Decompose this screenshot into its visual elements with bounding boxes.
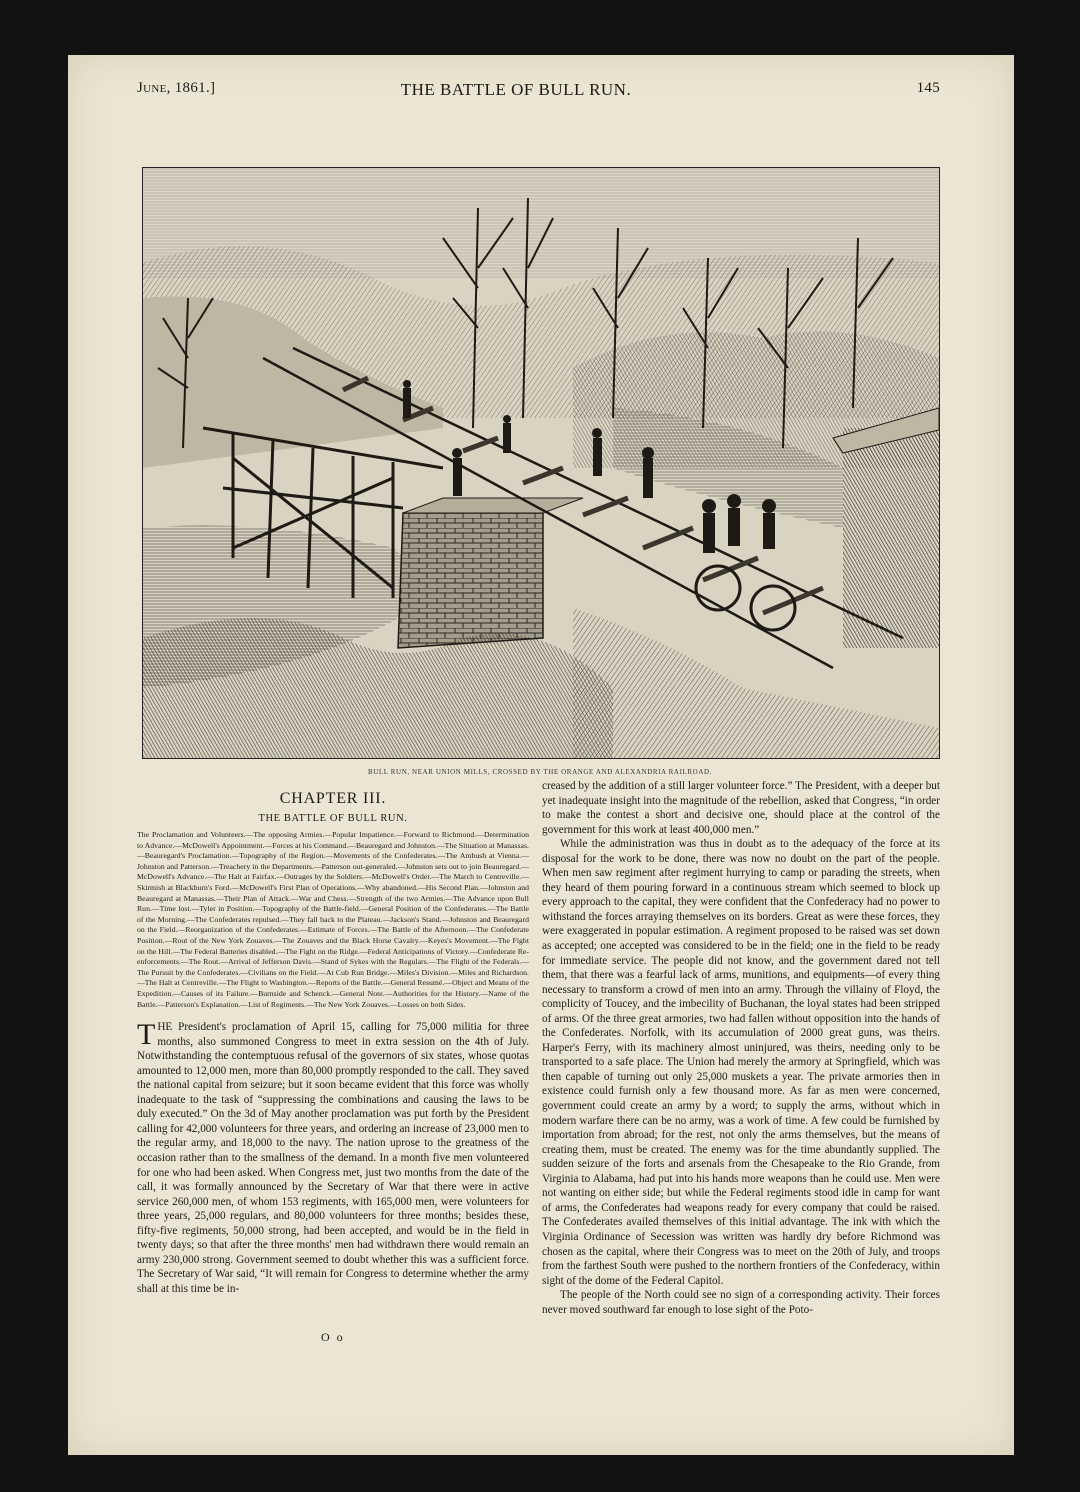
signature-mark: O o bbox=[321, 1330, 345, 1344]
running-head-title: THE BATTLE OF BULL RUN. bbox=[400, 80, 632, 99]
chapter-title: CHAPTER III. bbox=[279, 790, 387, 807]
chapter-subtitle: THE BATTLE OF BULL RUN. bbox=[258, 813, 408, 824]
chapter-summary: The Proclamation and Volunteers.—The opposing Armies.—Popular Impatience.—Forward to Richmond.—Determination to Advance.—McDowell's Appointment.—Forces at his Command.—Beauregard and Johnston.—The Situation at Manassas.—Beauregard's Proclamation.—Topography of the Region.—Movements of the Confederates.—The Ambush at Vienna.—Johnston and Patterson.—Treachery in the Departments.—Patterson out-generaled.—Johnston sets out to join Beauregard.—McDowell's Advance.—The Halt at Fairfax.—Outrages by the Soldiers.—McDowell's Order.—The March to Centreville.—Skirmish at Blackburn's Ford.—McDowell's First Plan of Operations.—Why abandoned.—His Second Plan.—Johnston and Beauregard at Manassas.—Their Plan of Attack.—War and Chess.—Strength of the two Armies.—The Advance upon Bull Run.—Time lost.—Tyler in Position.—Topography of the Battle-field.—General Position of the Confederates.—The Battle of the Morning.—The Confederates repulsed.—They fall back to the Plateau.—Jackson's Stand.—Johnston and Beauregard on the Field.—Reorganization of the Confederates.—Estimate of Forces.—The Battle of the Afternoon.—The Confederate Position.—Rout of the New York Zouaves.—The Zouaves and the Black Horse Cavalry.—Keyes's Movement.—The Fight on the Hill.—The Federal Batteries disabled.—The Fight on the Ridge.—Federal Anticipations of Victory.—Confederate Re-enforcements.—The Rout.—Arrival of Jefferson Davis.—Stand of Sykes with the Regulars.—The Flight of the Federals.—The Pursuit by the Confederates.—Civilians on the Field.—At Cub Run Bridge.—Miles's Division.—Miles and Richardson.—The Halt at Centreville.—The Flight to Washington.—Reports of the Battle.—General Resumé.—Object and Means of the Expedition.—Causes of its Failure.—Burnside and Schenck.—General Note.—Authorities for the History.—Name of the Battle.—Patterson's Explanation.—List of Regiments.—The New York Zouaves.—Losses on both Sides. bbox=[137, 830, 529, 1009]
body-paragraph-right-2: While the administration was thus in doubt as to the adequacy of the force at its disposal for the work to be done, there was now no doubt on the part of the people. When men saw regiment after regiment hurrying to camp or parading the streets, when they heard of them pouring forward in a continuous stream which seemed to block up every approach to the capital, they were confident that the Confederacy had no power to withstand the forces arraying themselves on its borders. Great as were these forces, they were exaggerated in popular estimation. A regiment proposed to be raised was set down as accepted; one accepted was considered to be in the field; one in the field to be ready for immediate service. The people did not know, and the government dared not tell them, that there was a fearful lack of arms, munitions, and equipments—of every thing necessary to transform a crowd of men into an army. Through the villainy of Floyd, the complicity of Toucey, and the imbecility of Buchanan, the loyal states had been stripped of arms. Of the three great armories, two had fallen without opposition into the hands of the Confederates. Norfolk, with its accumulation of 2000 great guns, was theirs. Harper's Ferry, with its machinery almost uninjured, was theirs, needing only to be transported to a safe place. The Union had merely the armory at Springfield, which was then capable of turning out only 25,000 muskets a year. The private armories then in existence could furnish only a few thousand more. As far as men were concerned, government could create an army by a word; to supply the arms, without which in modern warfare there can be no army, was a work of time. A few could be furnished by importation from abroad; for the rest, not only the arms themselves, but the means of creating them, must be created. The enemy was for the time abundantly supplied. The sudden seizure of the forts and arsenals from the Chesapeake to the Rio Grande, from Virginia to Alabama, had put into his hands more weapons than he could use. Men were not wanting on either side; but while the Federal regiments stood idle in camp for want of arms, the Confederates had weapons ready for every company that could be raised. The Confederates availed themselves of this initial advantage. The ink with which the Virginia Ordinance of Secession was written was hardly dry before Richmond was chosen as the capital, where their Congress was to meet on the 20th of July, and troops from the farthest South were pushed to the northern frontiers of the Confederacy, within sight of the dome of the Federal Capitol. bbox=[542, 838, 940, 1287]
engraving-illustration bbox=[142, 167, 940, 759]
body-paragraph-right-3: The people of the North could see no sign of a corresponding activity. Their forces never moved southward far enough to lose sight of the Poto- bbox=[542, 1289, 940, 1316]
body-paragraph-right-1: creased by the addition of a still larger volunteer force.” The President, with a deeper but yet inadequate insight into the magnitude of the rebellion, asked that Congress, “in order to make the contest a short and decisive one, should place at the control of the government for this work at least 400,000 men.” bbox=[542, 780, 940, 836]
body-paragraph-left: HE President's proclamation of April 15, calling for 75,000 militia for three months, also summoned Congress to meet in extra session on the 4th of July. Notwithstanding the contemptuous refusal of the governors of six states, whose quotas amounted to 12,000 men, more than 80,000 promptly responded to the call. They saved the national capital from seizure; but it soon became evident that this force was wholly inadequate to the task of “suppressing the combinations and causing the laws to be duly executed.” On the 3d of May another proclamation was put forth by the President calling for 42,000 volunteers for three years, and ordering an increase of 23,000 men to the regular army, and 18,000 to the navy. The nation uprose to the greatness of the occasion rather than to the smallness of the demand. In a month five men volunteered for one who had been asked. When Congress met, just two months from the date of the call, it was formally announced by the Secretary of War that there were in active service 260,000 men, of whom 153 regiments, with 165,000 men, were volunteers for three years, 25,000 regulars, and 80,000 volunteers for three months; besides these, fifty-five regiments, 50,000 strong, had been accepted, and would be in the field in twenty days; so that after the three months' men had withdrawn there would remain an army 230,000 strong. Government seemed to doubt whether this was a sufficient force. The Secretary of War said, “It will remain for Congress to determine whether the army shall at this time be in- bbox=[137, 1021, 529, 1295]
running-head-date: June, 1861.] bbox=[137, 80, 216, 96]
drop-cap: T bbox=[137, 1018, 156, 1052]
left-body-block bbox=[137, 1020, 529, 1296]
right-column bbox=[542, 779, 940, 1317]
page-number: 145 bbox=[916, 80, 940, 96]
illustration-caption: BULL RUN, NEAR UNION MILLS, CROSSED BY THE ORANGE AND ALEXANDRIA RAILROAD. bbox=[368, 768, 712, 776]
left-column bbox=[137, 788, 529, 1296]
